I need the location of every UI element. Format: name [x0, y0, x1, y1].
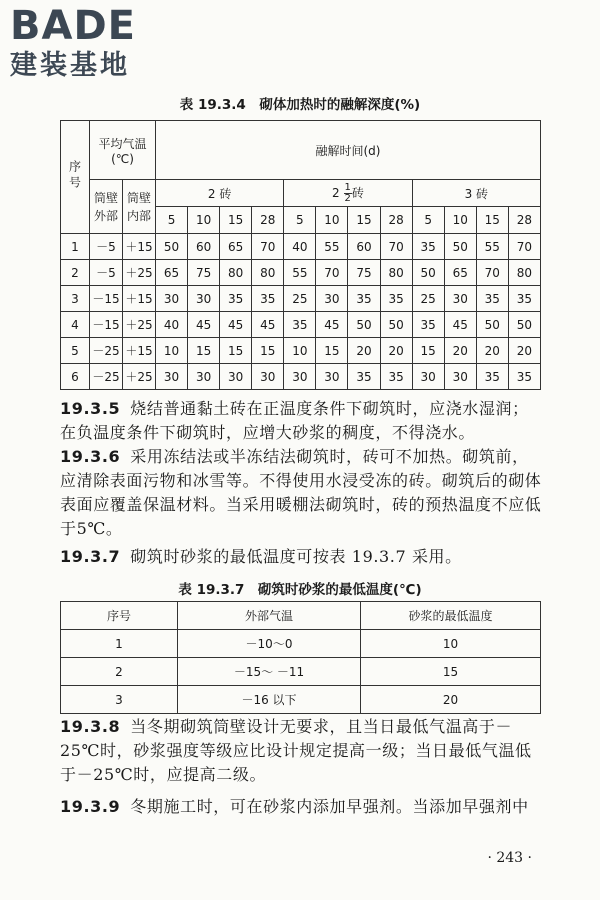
melt-depth-cell: 25 — [412, 286, 444, 312]
melt-depth-cell: 30 — [284, 364, 316, 390]
day-header: 15 — [476, 207, 508, 234]
inner-temp: ＋25 — [123, 260, 156, 286]
melt-depth-cell: 15 — [220, 338, 252, 364]
min-mortar-temp: 15 — [361, 658, 541, 686]
row-seq: 2 — [61, 260, 90, 286]
col-header-melt-time: 融解时间(d) — [156, 121, 541, 180]
melt-depth-cell: 35 — [508, 364, 540, 390]
melt-depth-cell: 35 — [252, 286, 284, 312]
melt-depth-cell: 45 — [252, 312, 284, 338]
day-header: 28 — [508, 207, 540, 234]
melt-depth-cell: 50 — [348, 312, 380, 338]
melt-depth-cell: 50 — [380, 312, 412, 338]
melt-depth-cell: 20 — [444, 338, 476, 364]
group-3-brick: 3 砖 — [412, 180, 540, 207]
melt-depth-cell: 15 — [412, 338, 444, 364]
clause-number: 19.3.6 — [60, 447, 121, 466]
page-number: · 243 · — [487, 850, 532, 866]
melt-depth-cell: 80 — [220, 260, 252, 286]
table-row — [61, 686, 541, 714]
melt-depth-cell: 10 — [156, 338, 188, 364]
melt-depth-cell: 80 — [508, 260, 540, 286]
outer-temp: －15～ －11 — [178, 658, 361, 686]
logo-latin-text: BADE — [10, 3, 136, 49]
day-header: 10 — [316, 207, 348, 234]
group-2-half-brick: 2 $\frac{1}{2}$ 砖 — [284, 180, 412, 207]
inner-temp: ＋15 — [123, 234, 156, 260]
table-row — [61, 364, 541, 390]
melt-depth-cell: 45 — [316, 312, 348, 338]
row-seq: 1 — [61, 630, 178, 658]
row-seq: 5 — [61, 338, 90, 364]
melt-depth-table — [60, 120, 541, 390]
melt-depth-cell: 35 — [380, 364, 412, 390]
melt-depth-cell: 70 — [508, 234, 540, 260]
table-row — [61, 338, 541, 364]
table-row — [61, 630, 541, 658]
clause-text: 采用冻结法或半冻结法砌筑时，砖可不加热。砌筑前，应清除表面污物和冰雪等。不得使用水浸受冻的砖。砌筑后的砌体表面应覆盖保温材料。当采用暖棚法砌筑时，砖的预热温度不应低于5℃。 — [60, 447, 542, 538]
day-header: 5 — [284, 207, 316, 234]
melt-depth-cell: 15 — [252, 338, 284, 364]
clause-number: 19.3.5 — [60, 399, 121, 418]
clause-19-3-7 — [60, 545, 545, 569]
inner-temp: ＋25 — [123, 312, 156, 338]
melt-depth-cell: 70 — [316, 260, 348, 286]
outer-temp: －15 — [90, 312, 123, 338]
melt-depth-cell: 45 — [444, 312, 476, 338]
melt-depth-cell: 35 — [348, 286, 380, 312]
clause-number: 19.3.7 — [60, 547, 121, 566]
day-header: 5 — [156, 207, 188, 234]
group-2-brick: 2 砖 — [156, 180, 284, 207]
clause-19-3-8 — [60, 715, 545, 787]
melt-depth-cell: 15 — [316, 338, 348, 364]
melt-depth-cell: 20 — [380, 338, 412, 364]
clause-19-3-5 — [60, 397, 545, 445]
melt-depth-cell: 80 — [252, 260, 284, 286]
melt-depth-cell: 65 — [156, 260, 188, 286]
melt-depth-cell: 20 — [508, 338, 540, 364]
melt-depth-cell: 45 — [220, 312, 252, 338]
table-row — [61, 286, 541, 312]
day-header: 5 — [412, 207, 444, 234]
min-mortar-temp: 20 — [361, 686, 541, 714]
inner-temp: ＋15 — [123, 286, 156, 312]
day-header: 28 — [380, 207, 412, 234]
outer-temp: －25 — [90, 364, 123, 390]
table2-caption: 表 19.3.7 砌筑时砂浆的最低温度(℃) — [178, 582, 422, 598]
col-header-outer-temp: 外部气温 — [178, 602, 361, 630]
row-seq: 1 — [61, 234, 90, 260]
table-row — [61, 312, 541, 338]
melt-depth-cell: 15 — [188, 338, 220, 364]
row-seq: 3 — [61, 686, 178, 714]
day-header: 15 — [220, 207, 252, 234]
melt-depth-cell: 70 — [380, 234, 412, 260]
col-header-temp: 平均气温 (℃) — [90, 121, 156, 180]
melt-depth-cell: 30 — [156, 286, 188, 312]
melt-depth-cell: 35 — [508, 286, 540, 312]
clause-number: 19.3.9 — [60, 797, 121, 816]
melt-depth-cell: 75 — [348, 260, 380, 286]
melt-depth-cell: 30 — [156, 364, 188, 390]
inner-temp: ＋15 — [123, 338, 156, 364]
melt-depth-cell: 50 — [412, 260, 444, 286]
melt-depth-cell: 10 — [284, 338, 316, 364]
col-header-seq: 序号 — [61, 602, 178, 630]
outer-temp: －5 — [90, 234, 123, 260]
melt-depth-cell: 30 — [444, 286, 476, 312]
row-seq: 6 — [61, 364, 90, 390]
table1-caption: 表 19.3.4 砌体加热时的融解深度(%) — [179, 97, 421, 113]
table-row — [61, 234, 541, 260]
melt-depth-cell: 40 — [156, 312, 188, 338]
melt-depth-cell: 35 — [476, 364, 508, 390]
melt-depth-cell: 30 — [188, 364, 220, 390]
col-header-outer: 筒壁外部 — [90, 180, 123, 234]
melt-depth-cell: 20 — [348, 338, 380, 364]
melt-depth-cell: 50 — [508, 312, 540, 338]
day-header: 10 — [188, 207, 220, 234]
melt-depth-cell: 30 — [252, 364, 284, 390]
outer-temp: －15 — [90, 286, 123, 312]
outer-temp: －10～0 — [178, 630, 361, 658]
melt-depth-cell: 30 — [316, 286, 348, 312]
col-header-seq: 序号 — [61, 121, 90, 234]
melt-depth-cell: 50 — [476, 312, 508, 338]
outer-temp: －16 以下 — [178, 686, 361, 714]
melt-depth-cell: 35 — [284, 312, 316, 338]
melt-depth-cell: 65 — [444, 260, 476, 286]
melt-depth-cell: 80 — [380, 260, 412, 286]
row-seq: 2 — [61, 658, 178, 686]
table-row — [61, 260, 541, 286]
inner-temp: ＋25 — [123, 364, 156, 390]
clause-text: 砌筑时砂浆的最低温度可按表 19.3.7 采用。 — [130, 547, 462, 566]
outer-temp: －25 — [90, 338, 123, 364]
melt-depth-cell: 65 — [220, 234, 252, 260]
melt-depth-cell: 60 — [188, 234, 220, 260]
melt-depth-cell: 20 — [476, 338, 508, 364]
melt-depth-cell: 40 — [284, 234, 316, 260]
row-seq: 4 — [61, 312, 90, 338]
melt-depth-cell: 45 — [188, 312, 220, 338]
logo — [10, 4, 136, 82]
melt-depth-cell: 25 — [284, 286, 316, 312]
melt-depth-cell: 35 — [380, 286, 412, 312]
melt-depth-cell: 30 — [444, 364, 476, 390]
clause-text: 当冬期砌筑筒壁设计无要求，且当日最低气温高于－25℃时，砂浆强度等级应比设计规定提高一级；当日最低气温低于－25℃时，应提高二级。 — [60, 717, 532, 784]
melt-depth-cell: 55 — [476, 234, 508, 260]
col-header-min-mortar-temp: 砂浆的最低温度 — [361, 602, 541, 630]
melt-depth-cell: 30 — [188, 286, 220, 312]
outer-temp: －5 — [90, 260, 123, 286]
clause-19-3-9 — [60, 795, 545, 819]
mortar-temp-table — [60, 601, 541, 714]
melt-depth-cell: 70 — [476, 260, 508, 286]
logo-chinese-text: 建装基地 — [10, 50, 130, 81]
melt-depth-cell: 75 — [188, 260, 220, 286]
melt-depth-cell: 35 — [220, 286, 252, 312]
melt-depth-cell: 30 — [412, 364, 444, 390]
melt-depth-cell: 30 — [316, 364, 348, 390]
melt-depth-cell: 50 — [444, 234, 476, 260]
clause-19-3-6 — [60, 445, 545, 541]
melt-depth-cell: 30 — [220, 364, 252, 390]
row-seq: 3 — [61, 286, 90, 312]
melt-depth-cell: 35 — [348, 364, 380, 390]
day-header: 28 — [252, 207, 284, 234]
melt-depth-cell: 60 — [348, 234, 380, 260]
col-header-inner: 筒壁内部 — [123, 180, 156, 234]
melt-depth-cell: 70 — [252, 234, 284, 260]
melt-depth-cell: 55 — [316, 234, 348, 260]
melt-depth-cell: 55 — [284, 260, 316, 286]
clause-text: 冬期施工时，可在砂浆内添加早强剂。当添加早强剂中 — [130, 797, 529, 816]
day-header: 15 — [348, 207, 380, 234]
table-row — [61, 658, 541, 686]
clause-number: 19.3.8 — [60, 717, 121, 736]
melt-depth-cell: 35 — [412, 234, 444, 260]
melt-depth-cell: 35 — [476, 286, 508, 312]
day-header: 10 — [444, 207, 476, 234]
melt-depth-cell: 35 — [412, 312, 444, 338]
melt-depth-cell: 50 — [156, 234, 188, 260]
min-mortar-temp: 10 — [361, 630, 541, 658]
clause-text: 烧结普通黏土砖在正温度条件下砌筑时，应浇水湿润；在负温度条件下砌筑时，应增大砂浆的稠度，不得浇水。 — [60, 399, 529, 442]
